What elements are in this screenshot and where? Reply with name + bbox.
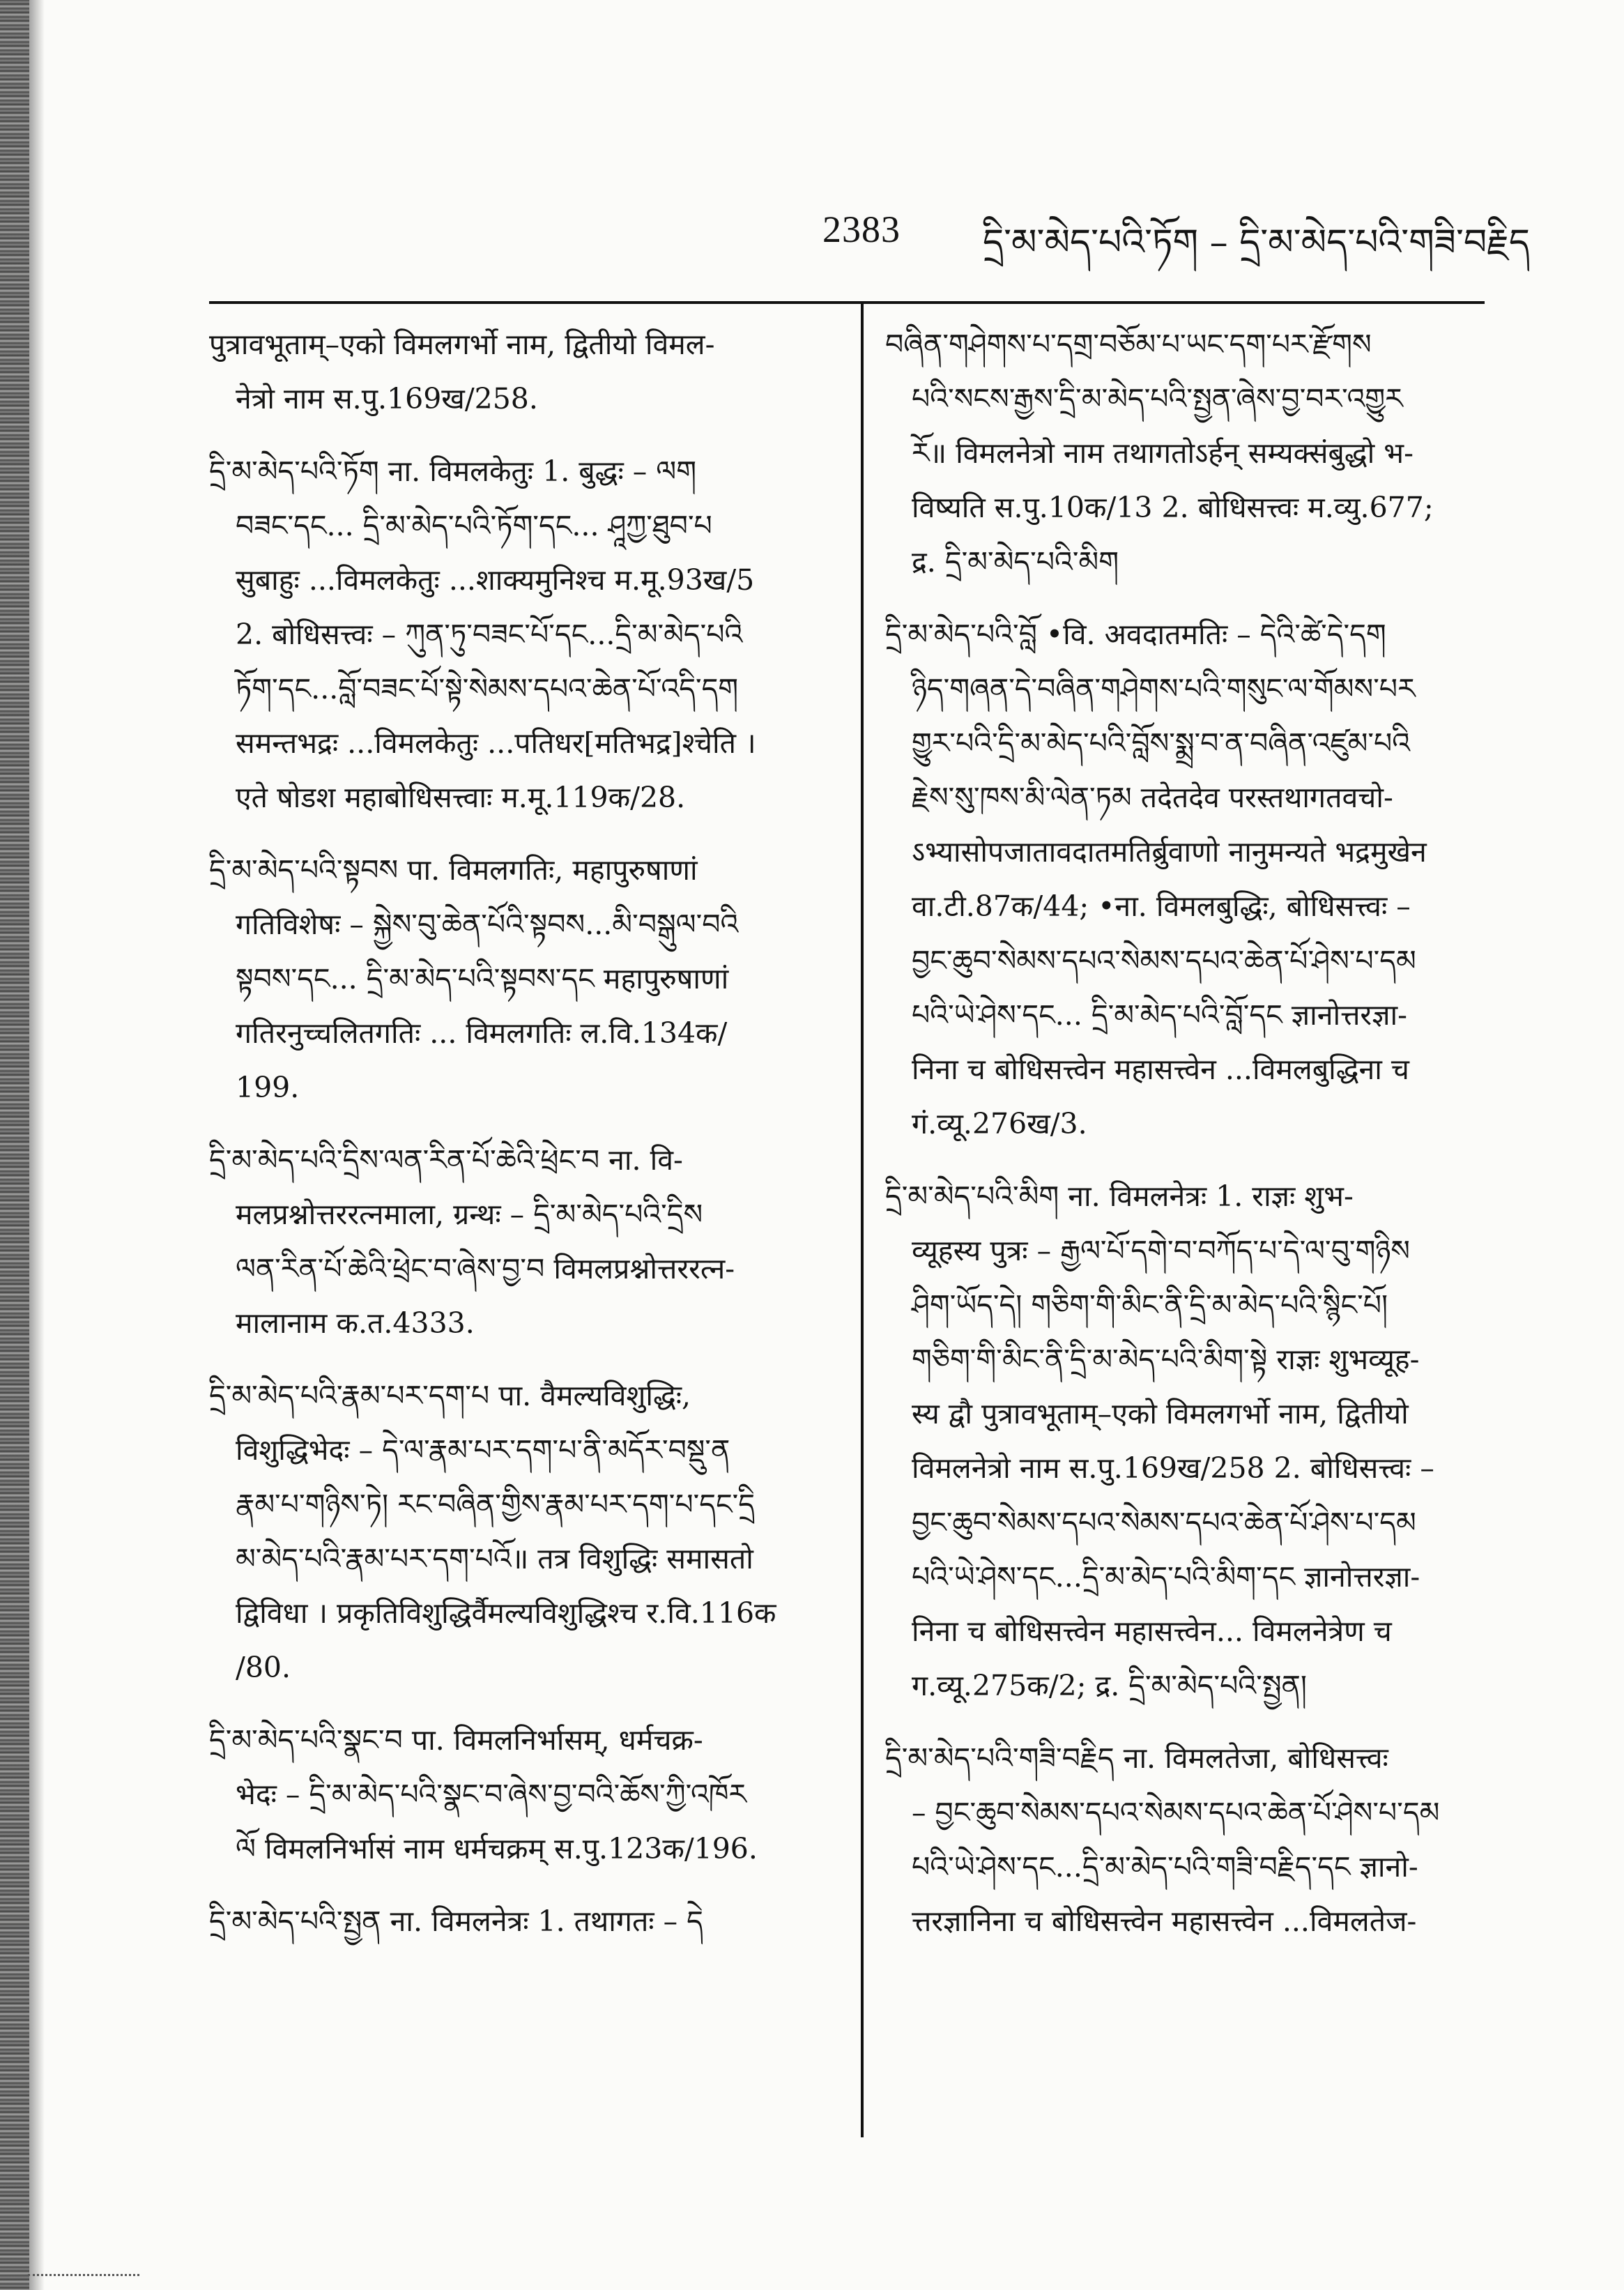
page-header: [209, 202, 1531, 265]
entry-line: समन्तभद्रः ...विमलकेतुः ...पतिधर[मतिभद्र]श्चेति ।: [236, 726, 756, 760]
entry-line: एते षोडश महाबोधिसत्त्वाः म.मू.119क/28.: [236, 781, 686, 814]
entry-line: निना च बोधिसत्त्वेन महासत्त्वेन ...विमलबुद्धिना च: [912, 1053, 1409, 1086]
entry-line: द्र. དྲི་མ་མེད་པའི་མིག: [912, 545, 1119, 579]
entry-line: པའི་ཡེ་ཤེས་དང...དྲི་མ་མེད་པའི་གཟི་བརྗིད་དང ज्ञानो-: [912, 1850, 1418, 1884]
entry-line: गतिरनुच्चलितगतिः ... विमलगतिः ल.वि.134क/: [236, 1016, 728, 1050]
dictionary-entry: [885, 1169, 1499, 1713]
entry-first-line: དྲི་མ་མེད་པའི་སྤྱན ना. विमलनेत्रः 1. तथागतः – དེ: [209, 1904, 703, 1938]
entry-line: བྱང་ཆུབ་སེམས་དཔའ་སེམས་དཔའ་ཆེན་པོ་ཤེས་པ་དམ: [912, 944, 1416, 977]
entry-line: विष्यति स.पु.10क/13 2. बोधिसत्त्वः म.व्यु.677;: [912, 491, 1434, 524]
entry-line: བྱང་ཆུབ་སེམས་དཔའ་སེམས་དཔའ་ཆེན་པོ་ཤེས་པ་དམ: [912, 1506, 1416, 1539]
scan-edge-shadow: [0, 0, 29, 2290]
entry-line: गं.व्यू.276ख/3.: [912, 1107, 1087, 1140]
entry-line: मालानाम क.त.4333.: [236, 1306, 475, 1340]
entry-line: त्तरज्ञानिना च बोधिसत्त्वेन महासत्त्वेन ...विमलतेज-: [912, 1904, 1417, 1938]
entry-line: द्विविधा । प्रकृतिविशुद्धिर्वैमल्यविशुद्धिश्च र.वि.116क: [236, 1596, 776, 1630]
entry-line: མ་མེད་པའི་རྣམ་པར་དག་པའོ॥ तत्र विशुद्धिः समासतो: [236, 1542, 753, 1575]
dictionary-entry: [209, 1368, 822, 1695]
dictionary-entry: [209, 444, 822, 825]
entry-line: བཟང་དང... དྲི་མ་མེད་པའི་ཏོག་དང... ཤཱཀྱ་ཐུབ་པ: [236, 509, 712, 542]
dictionary-entry: [209, 317, 822, 426]
entry-line: 2. बोधिसत्त्वः – ཀུན་ཏུ་བཟང་པོ་དང...དྲི་མ་མེད་པའི: [236, 618, 743, 651]
entry-line: वा.टी.87क/44; •ना. विमलबुद्धिः, बोधिसत्त्वः –: [912, 890, 1411, 923]
entry-first-line: དྲི་མ་མེད་པའི་བློ •वि. अवदातमतिः – དེའི་ཚེ་དེ་དག: [885, 618, 1386, 651]
entry-first-line: དྲི་མ་མེད་པའི་སྣང་བ पा. विमलनिर्भासम्, धर्मचक्र-: [209, 1723, 703, 1757]
entry-first-line: དྲི་མ་མེད་པའི་སྟབས पा. विमलगतिः, महापुरुषाणां: [209, 853, 698, 887]
entry-line: ལན་རིན་པོ་ཆེའི་ཕྲེང་བ་ཞེས་བྱ་བ विमलप्रश्नोत्तररत्न-: [236, 1252, 735, 1285]
header-rule: [209, 301, 1485, 304]
entry-line: ཤིག་ཡོད་དེ། གཅིག་གི་མིང་ནི་དྲི་མ་མེད་པའི་སྙིང་པོ།: [912, 1288, 1388, 1322]
entry-line: मलप्रश्नोत्तररत्नमाला, ग्रन्थः – དྲི་མ་མེད་པའི་དྲིས: [236, 1198, 703, 1231]
entry-line: /80.: [236, 1651, 291, 1684]
right-column: [885, 317, 1499, 1967]
running-head: དྲི་མ་མེད་པའི་ཏོག – དྲི་མ་མེད་པའི་གཟི་བརྗིད: [983, 222, 1531, 264]
entry-line: सुबाहुः ...विमलकेतुः ...शाक्यमुनिश्च म.मू.93ख/5: [236, 563, 755, 597]
entry-line: རྣམ་པ་གཉིས་ཏེ། རང་བཞིན་གྱིས་རྣམ་པར་དག་པ་དང་དྲི: [236, 1488, 756, 1521]
entry-first-line: དྲི་མ་མེད་པའི་མིག ना. विमलनेत्रः 1. राज्ञः शुभ-: [885, 1180, 1354, 1213]
dictionary-entry: [209, 1133, 822, 1350]
entry-line: ग.व्यू.275क/2; द्र. དྲི་མ་མེད་པའི་སྤྱན།: [912, 1669, 1307, 1702]
entry-line: ཏོག་དང...བློ་བཟང་པོ་སྟེ་སེམས་དཔའ་ཆེན་པོ་འདི་དག: [236, 672, 739, 705]
entry-line: རོ॥ विमलनेत्रो नाम तथागतोऽर्हन् सम्यक्संबुद्धो भ-: [912, 436, 1414, 470]
entry-line: नेत्रो नाम स.पु.169ख/258.: [236, 382, 538, 415]
entry-line: गतिविशेषः – སྐྱེས་བུ་ཆེན་པོའི་སྟབས...མི་བསྒུལ་བའི: [236, 908, 739, 941]
dictionary-entry: [209, 1894, 822, 1948]
dictionary-entry: [209, 1713, 822, 1876]
entry-first-line: དྲི་མ་མེད་པའི་ཏོག ना. विमलकेतुः 1. बुद्धः – ལག: [209, 455, 697, 488]
dictionary-entry: [885, 1731, 1499, 1948]
entry-line: भेदः – དྲི་མ་མེད་པའི་སྣང་བ་ཞེས་བྱ་བའི་ཆོས་ཀྱི་འཁོར: [236, 1778, 747, 1811]
entry-line: 199.: [236, 1071, 300, 1104]
entry-line: विमलनेत्रो नाम स.पु.169ख/258 2. बोधिसत्त्वः –: [912, 1451, 1434, 1485]
entry-line: विशुद्धिभेदः – དེ་ལ་རྣམ་པར་དག་པ་ནི་མདོར་བསྡུ་ན: [236, 1433, 730, 1467]
entry-line: व्यूहस्य पुत्रः – རྒྱལ་པོ་དགེ་བ་བཀོད་པ་དེ་ལ་བུ་གཉིས: [912, 1234, 1410, 1267]
entry-line: སྟབས་དང... དྲི་མ་མེད་པའི་སྟབས་དང महापुरुषाणां: [236, 962, 729, 995]
entry-line: ཉིད་གཞན་དེ་བཞིན་གཤེགས་པའི་གསུང་ལ་གོམས་པར: [912, 672, 1416, 705]
entry-line: – བྱང་ཆུབ་སེམས་དཔའ་སེམས་དཔའ་ཆེན་པོ་ཤེས་པ་དམ: [912, 1796, 1440, 1829]
entry-line: རྗེས་སུ་ཁས་མི་ལེན་ཏམ तदेतदेव परस्तथागतवचो-: [912, 781, 1393, 814]
column-divider: [861, 304, 864, 2137]
dictionary-entry: [885, 607, 1499, 1151]
entry-line: ལོ विमलनिर्भासं नाम धर्मचक्रम् स.पु.123क/196.: [236, 1832, 758, 1865]
scan-edge-fade: [29, 0, 45, 2290]
scan-bottom-mark: [28, 2267, 139, 2276]
entry-line: ऽभ्यासोपजातावदातमतिर्ब्रुवाणो नानुमन्यते भद्रमुखेन: [912, 835, 1427, 869]
entry-first-line: དྲི་མ་མེད་པའི་རྣམ་པར་དག་པ पा. वैमल्यविशुद्धिः,: [209, 1379, 691, 1412]
entry-line: གཅིག་གི་མིང་ནི་དྲི་མ་མེད་པའི་མིག་སྟེ राज्ञः शुभव्यूह-: [912, 1343, 1420, 1376]
entry-line: པའི་སངས་རྒྱས་དྲི་མ་མེད་པའི་སྤྱན་ཞེས་བྱ་བར་འགྱུར: [912, 382, 1403, 415]
entry-line: निना च बोधिसत्त्वेन महासत्त्वेन... विमलनेत्रेण च: [912, 1615, 1392, 1648]
left-column: [209, 317, 822, 1967]
page-number: 2383: [822, 208, 901, 250]
entry-line: པའི་ཡེ་ཤེས་དང... དྲི་མ་མེད་པའི་བློ་དང ज्ञानोत्तरज्ञा-: [912, 998, 1407, 1032]
entry-first-line: पुत्रावभूताम्–एको विमलगर्भो नाम, द्वितीयो विमल-: [209, 328, 715, 361]
entry-first-line: དྲི་མ་མེད་པའི་དྲིས་ལན་རིན་པོ་ཆེའི་ཕྲེང་བ ना. वि-: [209, 1143, 683, 1177]
entry-first-line: དྲི་མ་མེད་པའི་གཟི་བརྗིད ना. विमलतेजा, बोधिसत्त्वः: [885, 1741, 1388, 1775]
entry-line: པའི་ཡེ་ཤེས་དང...དྲི་མ་མེད་པའི་མིག་དང ज्ञानोत्तरज्ञा-: [912, 1560, 1420, 1594]
dictionary-entry: [209, 843, 822, 1115]
entry-line: स्य द्वौ पुत्रावभूताम्–एको विमलगर्भो नाम, द्वितीयो: [912, 1397, 1409, 1430]
entry-first-line: བཞིན་གཤེགས་པ་དགྲ་བཅོམ་པ་ཡང་དག་པར་རྫོགས: [885, 328, 1372, 361]
entry-line: གྱུར་པའི་དྲི་མ་མེད་པའི་བློས་སྨྲ་བ་ན་བཞིན་འཛུམ་པའི: [912, 726, 1411, 760]
dictionary-entry: [885, 317, 1499, 589]
